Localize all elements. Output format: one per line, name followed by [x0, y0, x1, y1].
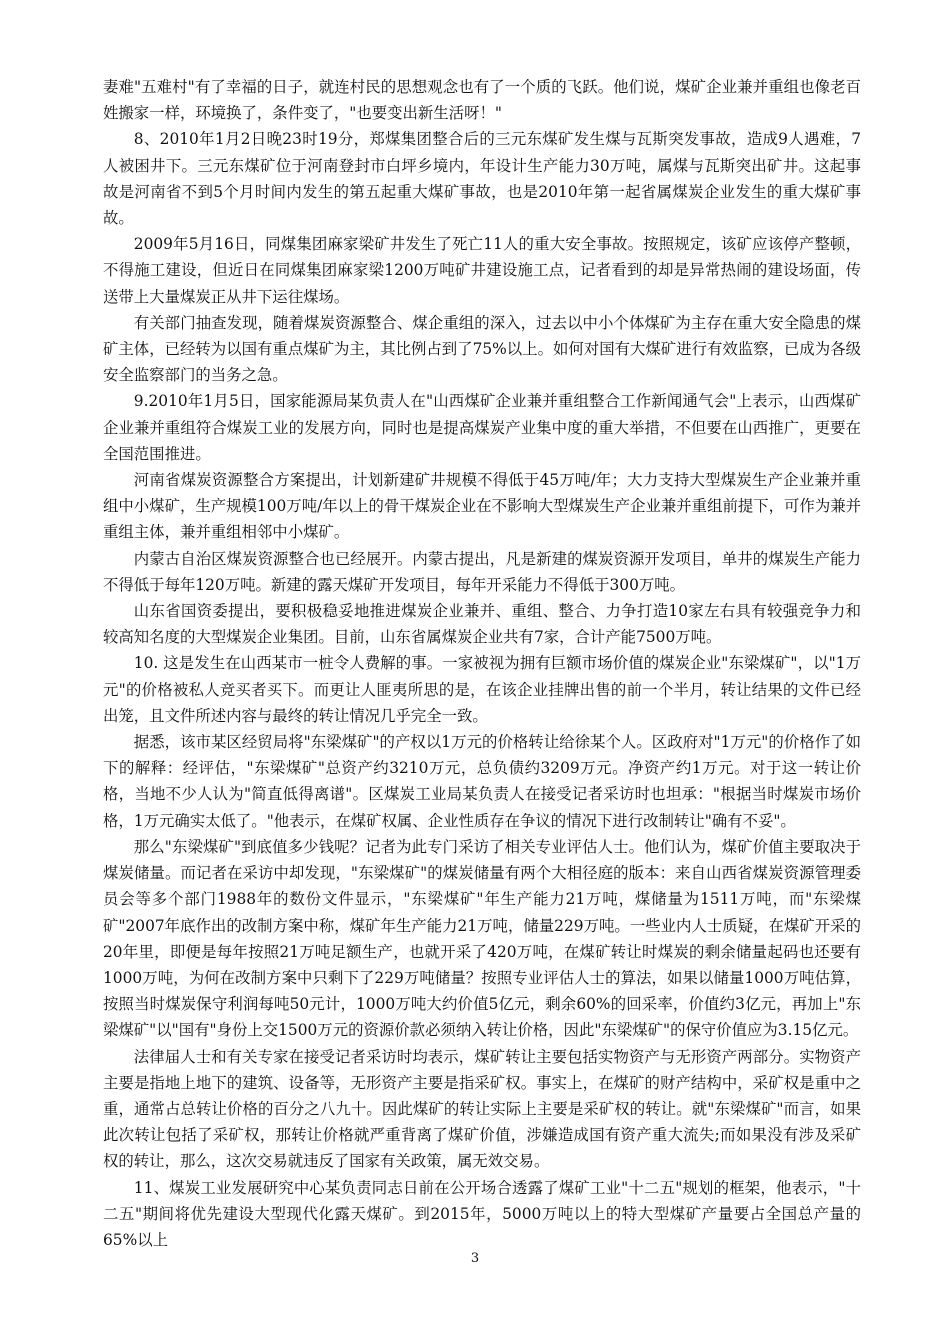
paragraph-item-10: 10. 这是发生在山西某市一桩令人费解的事。一家被视为拥有巨额市场价值的煤炭企业"东梁煤矿"，以"1万元"的价格被私人竞买者买下。而更让人匪夷所思的是，在该企业挂牌出售的前一个半月，转让结果的文件已经出笼，且文件所述内容与最终的转让情况几乎完全一致。: [103, 654, 861, 725]
paragraph: 山东省国资委提出，要积极稳妥地推进煤炭企业兼并、重组、整合、力争打造10家左右具有较强竞争力和较高知名度的大型煤炭企业集团。目前，山东省属煤炭企业共有7家，合计产能7500万吨。: [103, 602, 861, 647]
paragraph: 据悉，该市某区经贸局将"东梁煤矿"的产权以1万元的价格转让给徐某个人。区政府对"1万元"的价格作了如下的解释：经评估，"东梁煤矿"总资产约3210万元，总负债约3209万元。净资产约1万元。对于这一转让价格，当地不少人认为"简直低得离谱"。区煤炭工业局某负责人在接受记者采访时也坦承："根据当时煤炭市场价格，1万元确实太低了。"他表示，在煤矿权属、企业性质存在争议的情况下进行改制转让"确有不妥"。: [103, 733, 861, 830]
paragraph-item-8: 8、2010年1月2日晚23时19分，郑煤集团整合后的三元东煤矿发生煤与瓦斯突发事故，造成9人遇难，7人被困井下。三元东煤矿位于河南登封市白坪乡境内，年设计生产能力30万吨，属煤与瓦斯突出矿井。这起事故是河南省不到5个月时间内发生的第五起重大煤矿事故，也是2010年第一起省属煤炭企业发生的重大煤矿事故。: [103, 130, 861, 228]
page-number: 3: [470, 1251, 480, 1266]
paragraph: 那么"东梁煤矿"到底值多少钱呢？记者为此专门采访了相关专业评估人士。他们认为，煤矿价值主要取决于煤炭储量。而记者在采访中却发现，"东梁煤矿"的煤炭储量有两个大相径庭的版本：来自山西省煤炭资源管理委员会等多个部门1988年的数份文件显示，"东梁煤矿"年生产能力21万吨，煤储量为1511万吨，而"东梁煤矿"2007年底作出的改制方案中称，煤矿年生产能力21万吨，储量229万吨。一些业内人士质疑，在煤矿开采的20年里，即便是每年按照21万吨足额生产，也就开采了420万吨，在煤矿转让时煤炭的剩余储量起码也还要有1000万吨，为何在改制方案中只剩下了229万吨储量？按照专业评估人士的算法，如果以储量1000万吨估算，按照当时煤炭保守利润每吨50元计，1000万吨大约价值5亿元，剩余60%的回采率，价值约3亿元，再加上"东梁煤矿"以"国有"身份上交1500万元的资源价款必须纳入转让价格，因此"东梁煤矿"的保守价值应为3.15亿元。: [103, 837, 861, 1040]
paragraph-continuation: 妻难"五难村"有了幸福的日子，就连村民的思想观念也有了一个质的飞跃。他们说，煤矿企业兼并重组也像老百姓搬家一样，环境换了，条件变了，"也要变出新生活呀！": [103, 78, 861, 123]
paragraph: 内蒙古自治区煤炭资源整合也已经展开。内蒙古提出，凡是新建的煤炭资源开发项目，单井的煤炭生产能力不得低于每年120万吨。新建的露天煤矿开发项目，每年开采能力不得低于300万吨。: [103, 549, 861, 594]
paragraph: 有关部门抽查发现，随着煤炭资源整合、煤企重组的深入，过去以中小个体煤矿为主存在重大安全隐患的煤矿主体，已经转为以国有重点煤矿为主，其比例占到了75%以上。如何对国有大煤矿进行有效监察，已成为各级安全监察部门的当务之急。: [103, 313, 861, 385]
paragraph-item-11: 11、煤炭工业发展研究中心某负责同志日前在公开场合透露了煤矿工业"十二五"规划的框架，他表示，"十二五"期间将优先建设大型现代化露天煤矿。到2015年，5000万吨以上的特大型煤矿产量要占全国总产量的65%以上: [103, 1178, 861, 1249]
paragraph: 2009年5月16日，同煤集团麻家梁矿井发生了死亡11人的重大安全事故。按照规定，该矿应该停产整顿，不得施工建设，但近日在同煤集团麻家梁1200万吨矿井建设施工点，记者看到的却是异常热闹的建设场面，传送带上大量煤炭正从井下运往煤场。: [103, 235, 861, 306]
paragraph: 河南省煤炭资源整合方案提出，计划新建矿井规模不得低于45万吨/年；大力支持大型煤炭生产企业兼并重组中小煤矿，生产规模100万吨/年以上的骨干煤炭企业在不影响大型煤炭生产企业兼并重组前提下，可作为兼并重组主体，兼并重组相邻中小煤矿。: [103, 471, 861, 542]
document-body: [103, 74, 861, 1253]
paragraph-item-9: 9.2010年1月5日，国家能源局某负责人在"山西煤矿企业兼并重组整合工作新闻通气会"上表示，山西煤矿企业兼并重组符合煤炭工业的发展方向，同时也是提高煤炭产业集中度的重大举措，不但要在山西推广，更要在全国范围推进。: [103, 392, 861, 463]
paragraph: 法律届人士和有关专家在接受记者采访时均表示，煤矿转让主要包括实物资产与无形资产两部分。实物资产主要是指地上地下的建筑、设备等，无形资产主要是指采矿权。事实上，在煤矿的财产结构中，采矿权是重中之重，通常占总转让价格的百分之八九十。因此煤矿的转让实际上主要是采矿权的转让。就"东梁煤矿"而言，如果此次转让包括了采矿权，那转让价格就严重背离了煤矿价值，涉嫌造成国有资产重大流失;而如果没有涉及采矿权的转让，那么，这次交易就违反了国家有关政策，属无效交易。: [103, 1047, 861, 1171]
